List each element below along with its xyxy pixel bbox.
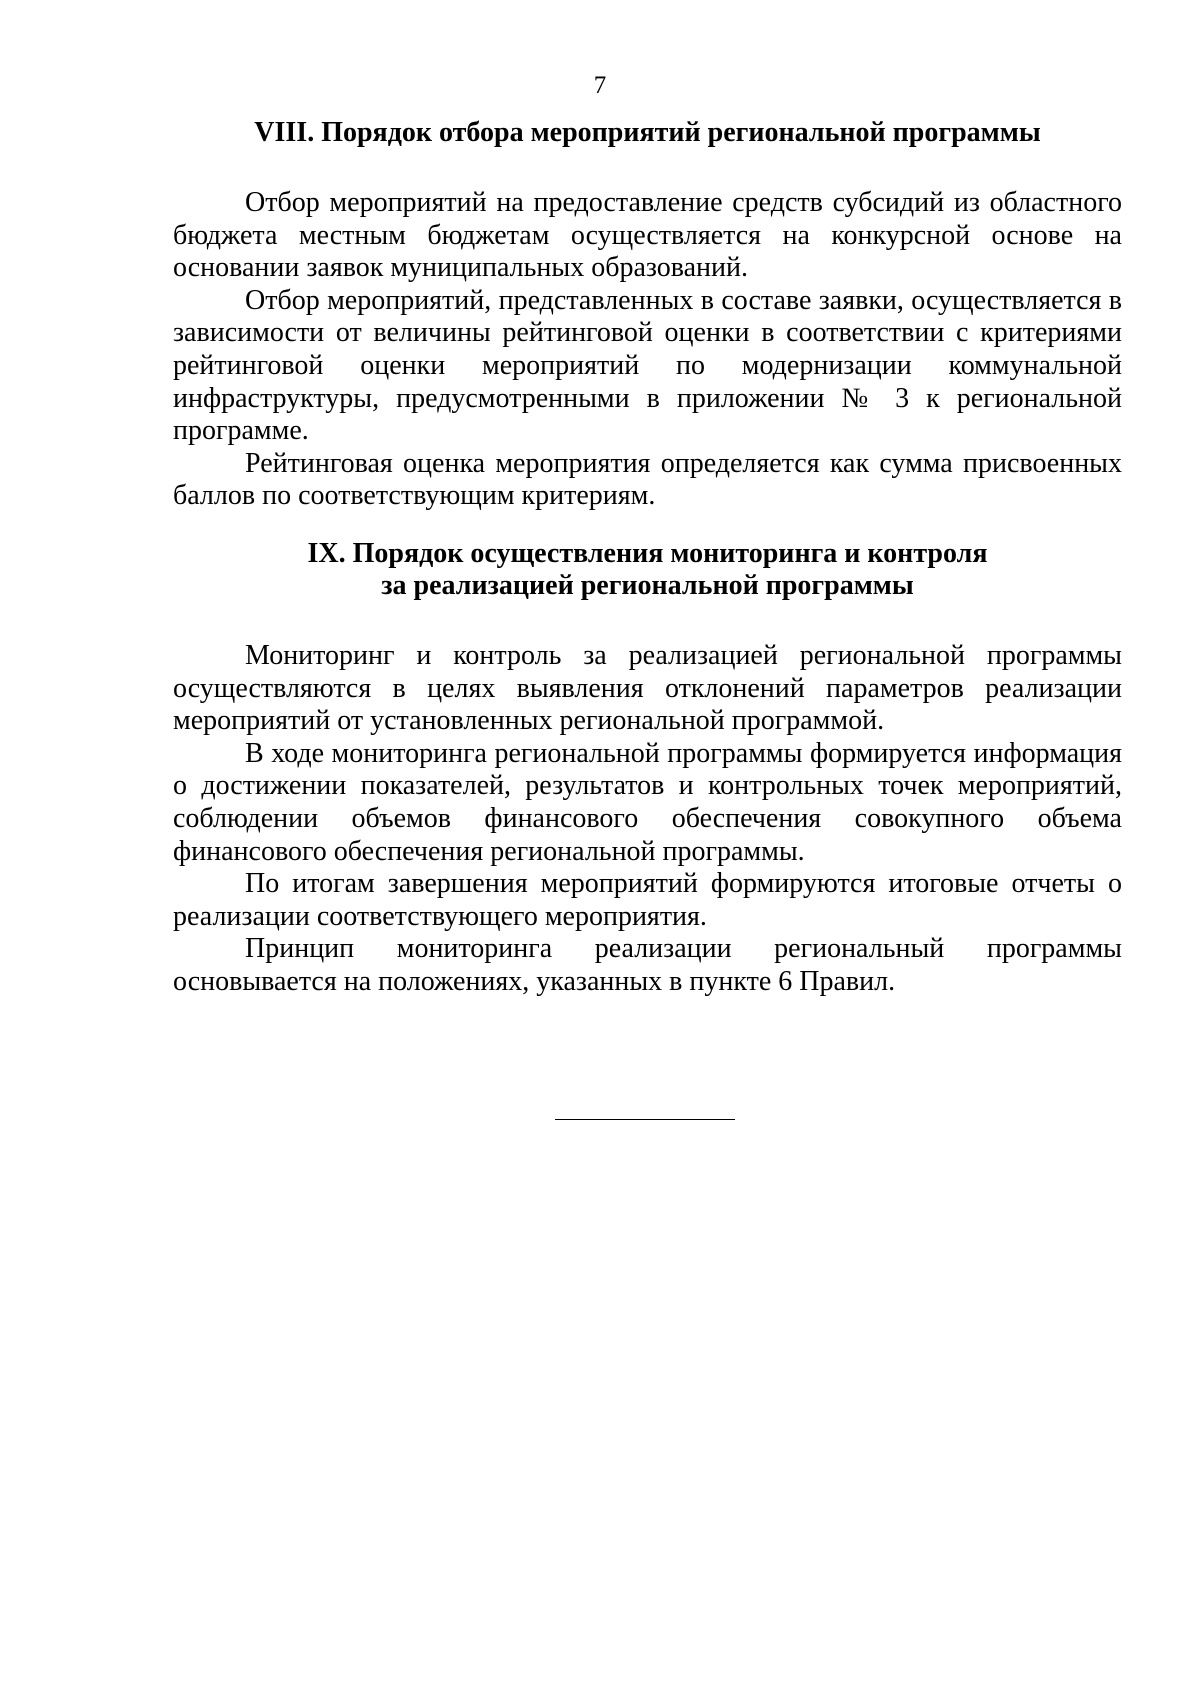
paragraph: По итогам завершения мероприятий формируются итоговые отчеты о реализации соответствующего мероприятия. <box>173 868 1122 932</box>
heading-line: за реализацией региональной программы <box>381 570 914 601</box>
paragraph: Принцип мониторинга реализации региональный программы основывается на положениях, указанных в пункте 6 Правил. <box>173 933 1122 997</box>
paragraph: Рейтинговая оценка мероприятия определяется как сумма присвоенных баллов по соответствующим критериям. <box>173 447 1122 512</box>
end-divider-line <box>555 1119 735 1120</box>
section-heading <box>173 117 1122 149</box>
section-body <box>173 187 1122 513</box>
paragraph: Отбор мероприятий на предоставление средств субсидий из областного бюджета местным бюджетам осуществляется на конкурсной основе на основании заявок муниципальных образований. <box>173 187 1122 284</box>
section-body <box>173 640 1122 999</box>
section-viii <box>173 117 1122 513</box>
page-number: 7 <box>593 72 607 99</box>
paragraph: Отбор мероприятий, представленных в составе заявки, осуществляется в зависимости от величины рейтинговой оценки в соответствии с критериями рейтинговой оценки мероприятий по модернизации коммунальной инфраструктуры, предусмотренными в приложении № 3 к региональной программе. <box>173 284 1122 447</box>
paragraph: В ходе мониторинга региональной программы формируется информация о достижении показателей, результатов и контрольных точек мероприятий, соблюдении объемов финансового обеспечения совокупного объема финансового обеспечения региональной программы. <box>173 737 1122 867</box>
heading-line: IX. Порядок осуществления мониторинга и контроля <box>307 538 988 569</box>
heading-line: VIII. Порядок отбора мероприятий региональной программы <box>254 117 1041 148</box>
section-heading <box>173 538 1122 602</box>
section-ix <box>173 538 1122 999</box>
paragraph: Мониторинг и контроль за реализацией региональной программы осуществляются в целях выявления отклонений параметров реализации мероприятий от установленных региональной программой. <box>173 640 1122 737</box>
